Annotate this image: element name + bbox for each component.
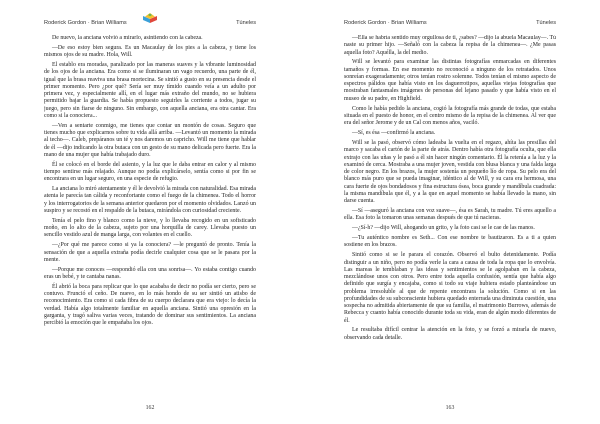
paragraph: Sintió como si se le parara el corazón. Observó el bulto detenidamente. Podía distinguir a un niño, pero no podía verle la cara a causa de toda la ropa que lo envolvía. Las mareas le temblaban y las ideas y sentimientos se le agolpaban en la cabeza, mezclándose unos con otros. Pero entre toda aquella confusión, sentía que había algo definido que surgía y encajaba, como si todo su viaje hubiera estado planteándose un problema irresoluble al que de repente encontrara la solución. Como si en las profundidades de su subconsciente hubiera quedado enterrada una diminuta cuestión, una sospecha no admitida abiertamente de que su familia, el matrimonio Burrows, además de Rebecca y cuanto había conocido durante toda su vida, eran de algún modo diferentes de él. bbox=[344, 252, 556, 324]
right-page bbox=[300, 0, 600, 424]
running-header bbox=[344, 20, 556, 28]
paragraph: —Sí, es ésa —confirmó la anciana. bbox=[352, 130, 436, 137]
paragraph: Will se la pasó, observó cómo ladeaba la vuelta en el regazo, ahíta las presillas del marco y sacaba el cartón de la parte de atrás. Dentro había otra fotografía oculta, que ella extrajo con las uñas y le pasó a él sin hacer ningún comentario. Él la retenía a la luz y la examinó de cerca. Mostraba a una mujer joven, vestida con blusa blanca y una falda larga de color negro. En los brazos, la mujer sostenía un pequeño lío de ropa. Su pelo era del blanco más puro que se pueda imaginar, idéntico al de Will, y su cara era hermosa, una cara fuerte de ojos bondadosos y fina estructura ósea, boca grande y mandíbula cuadrada: la misma mandíbula que él, y a la que en aquel momento se había llevado la mano, sin darse cuenta. bbox=[344, 140, 556, 204]
page-number: 163 bbox=[445, 405, 455, 411]
body-text bbox=[44, 35, 256, 397]
header-title: Túneles bbox=[236, 20, 256, 26]
book-logo-icon bbox=[142, 12, 158, 24]
paragraph: —De eso estoy bien segura. Es un Macaulay de los pies a la cabeza, y tiene los mismos ojos de su madre. Hola, Will. bbox=[44, 44, 256, 59]
body-text bbox=[344, 35, 556, 397]
paragraph: De nuevo, la anciana volvió a mirarlo, asintiendo con la cabeza. bbox=[52, 35, 203, 41]
paragraph: El establo era moradas, paralizado por las maneras suaves y la vibrante luminosidad de los ojos de la anciana. Era como si se iluminaran un vago recuerdo, una parte de él, igual que la brasa reaviva una brasa mortecina. Se sintió a gusto en su presencia desde el primer momento. Pero ¿por qué? Sería ser muy tímido cuando veía a un adulto por primera vez, y especialmente allí, en el lugar más extraño del mundo, no se hubiera permitido bajar la guardia. Se había propuesto seguirles la corriente a todos, jugar su juego, pero sin fiarse de ninguno. Sin embargo, con aquella anciana, era otra cantar. Era como si la conociera... bbox=[44, 62, 256, 119]
paragraph: —¿Por qué me parece como si ya la conociera? —le preguntó de pronto. Tenía la sensación de que a aquella extraña podía decirle cualquier cosa que se le pasara por la mente. bbox=[44, 242, 256, 263]
paragraph: —Sí —aseguró la anciana con voz suave—, ésa es Sarah, tu madre. Tú eres aquello a ella. Esa foto la tomaron unas semanas después de que tú nacieras. bbox=[344, 207, 556, 222]
paragraph: —Porque me conoces —respondió ella con una sonrisa—. Yo estaba contigo cuando eras un bebé, y te cantaba nanas. bbox=[44, 266, 256, 280]
paragraph: Como le había pedido la anciana, cogió la fotografía más grande de todas, que estaba situada en el puesto de honor, en el centro mismo de la repisa de la chimenea. Al ver que era del señor Jerome y de un Cal con menos años, vaciló. bbox=[344, 105, 556, 127]
paragraph: —¿Sí-h? —dijo Will, ahogando un grito, y la foto casi se le cae de las manos. bbox=[352, 225, 535, 232]
paragraph: Will se levantó para examinar las distintas fotografías enmarcadas en diferentes tamaños y formas. En ese momento no reconoció a ninguno de los retratados. Unos sonreían exageradamente; otros tenían rostro solemne. Todos tenían el mismo aspecto de espectros pálidos que había visto en los daguerrotipos, aquellas viejas fotografías que mostraban fantasmales imágenes de personas del lejano pasado y que había visto en el museo de su padre, en Highfield. bbox=[344, 59, 556, 102]
header-author: Roderick Gordon · Brian Williams bbox=[344, 20, 427, 26]
paragraph: —Ella se habría sentido muy orgullosa de ti, ¿sabes? —dijo la abuela Macaulay—. Tú naste su primer hijo. —Señaló con la cabeza la repisa de la chimenea—. ¿Me pasas aquella foto? Aquélla, la del medio. bbox=[344, 35, 556, 56]
page-number: 162 bbox=[145, 405, 155, 411]
paragraph: Él se colocó en el borde del asiento, y la luz que le daba entrar en calor y al mismo tiempo sentirse más relajado. Aunque no podía explicárselo, sentía como si por fin se encontrara en un lugar seguro, en una especie de refugio. bbox=[44, 161, 256, 183]
header-author: Roderick Gordon · Brian Williams bbox=[44, 20, 127, 26]
paragraph: La anciana lo miró atentamente y él le devolvió la mirada con naturalidad. Esa mirada atenta le parecía tan cálida y reconfortante como el fuego de la chimenea. Todo el horror y los interrogatorios de la semana anterior quedaron por el momento olvidados. Lanzó un suspiro y se recostó en el respaldo de la butaca, mirándola con curiosidad creciente. bbox=[44, 186, 256, 214]
paragraph: Él abrió la boca para replicar que lo que acababa de decir no podía ser cierto, pero se contuvo. Frunció el ceño. De nuevo, en lo más hondo de su ser sintió un atisbo de reconocimiento. Era como si cada fibra de su cuerpo declarara que era viejo: lo decía la verdad. Había algo totalmente familiar en aquella anciana. Sintió una opresión en la garganta, y tragó saliva varias veces, tratando de dominar sus sentimientos. La anciana percibió la emoción que le empañaba los ojos. bbox=[44, 283, 256, 327]
paragraph: —Ven a sentarte conmigo, me tienes que contar un montón de cosas. Seguro que tienes mucho que explicarnos sobre tu vida allá arriba. —Levantó un momento la mirada al techo—. Caleb, prepáranos un té y nos daremos un capricho. Will me tiene que hablar de él —dijo indicando la otra butaca con un gesto de su mano delicada pero fuerte. Era la mano de una mujer que había trabajado duro. bbox=[44, 122, 256, 158]
paragraph: —Tu auténtico nombre es Seth... Con ese nombre te bautizaron. Es a ti a quien sostiene en los brazos. bbox=[344, 235, 556, 249]
paragraph: Tenía el pelo fino y blanco como la nieve, y lo llevaba recogido en un sofisticado moño, en lo alto de la cabeza, sujeto por una horquilla de carey. Llevaba puesto un sencillo vestido azul de manga larga, con volantes en el cuello. bbox=[44, 217, 256, 239]
header-title: Túneles bbox=[536, 20, 556, 26]
paragraph: Le resultaba difícil centrar la atención en la foto, y se forzó a mirarla de nuevo, observando cada detalle. bbox=[344, 327, 556, 341]
